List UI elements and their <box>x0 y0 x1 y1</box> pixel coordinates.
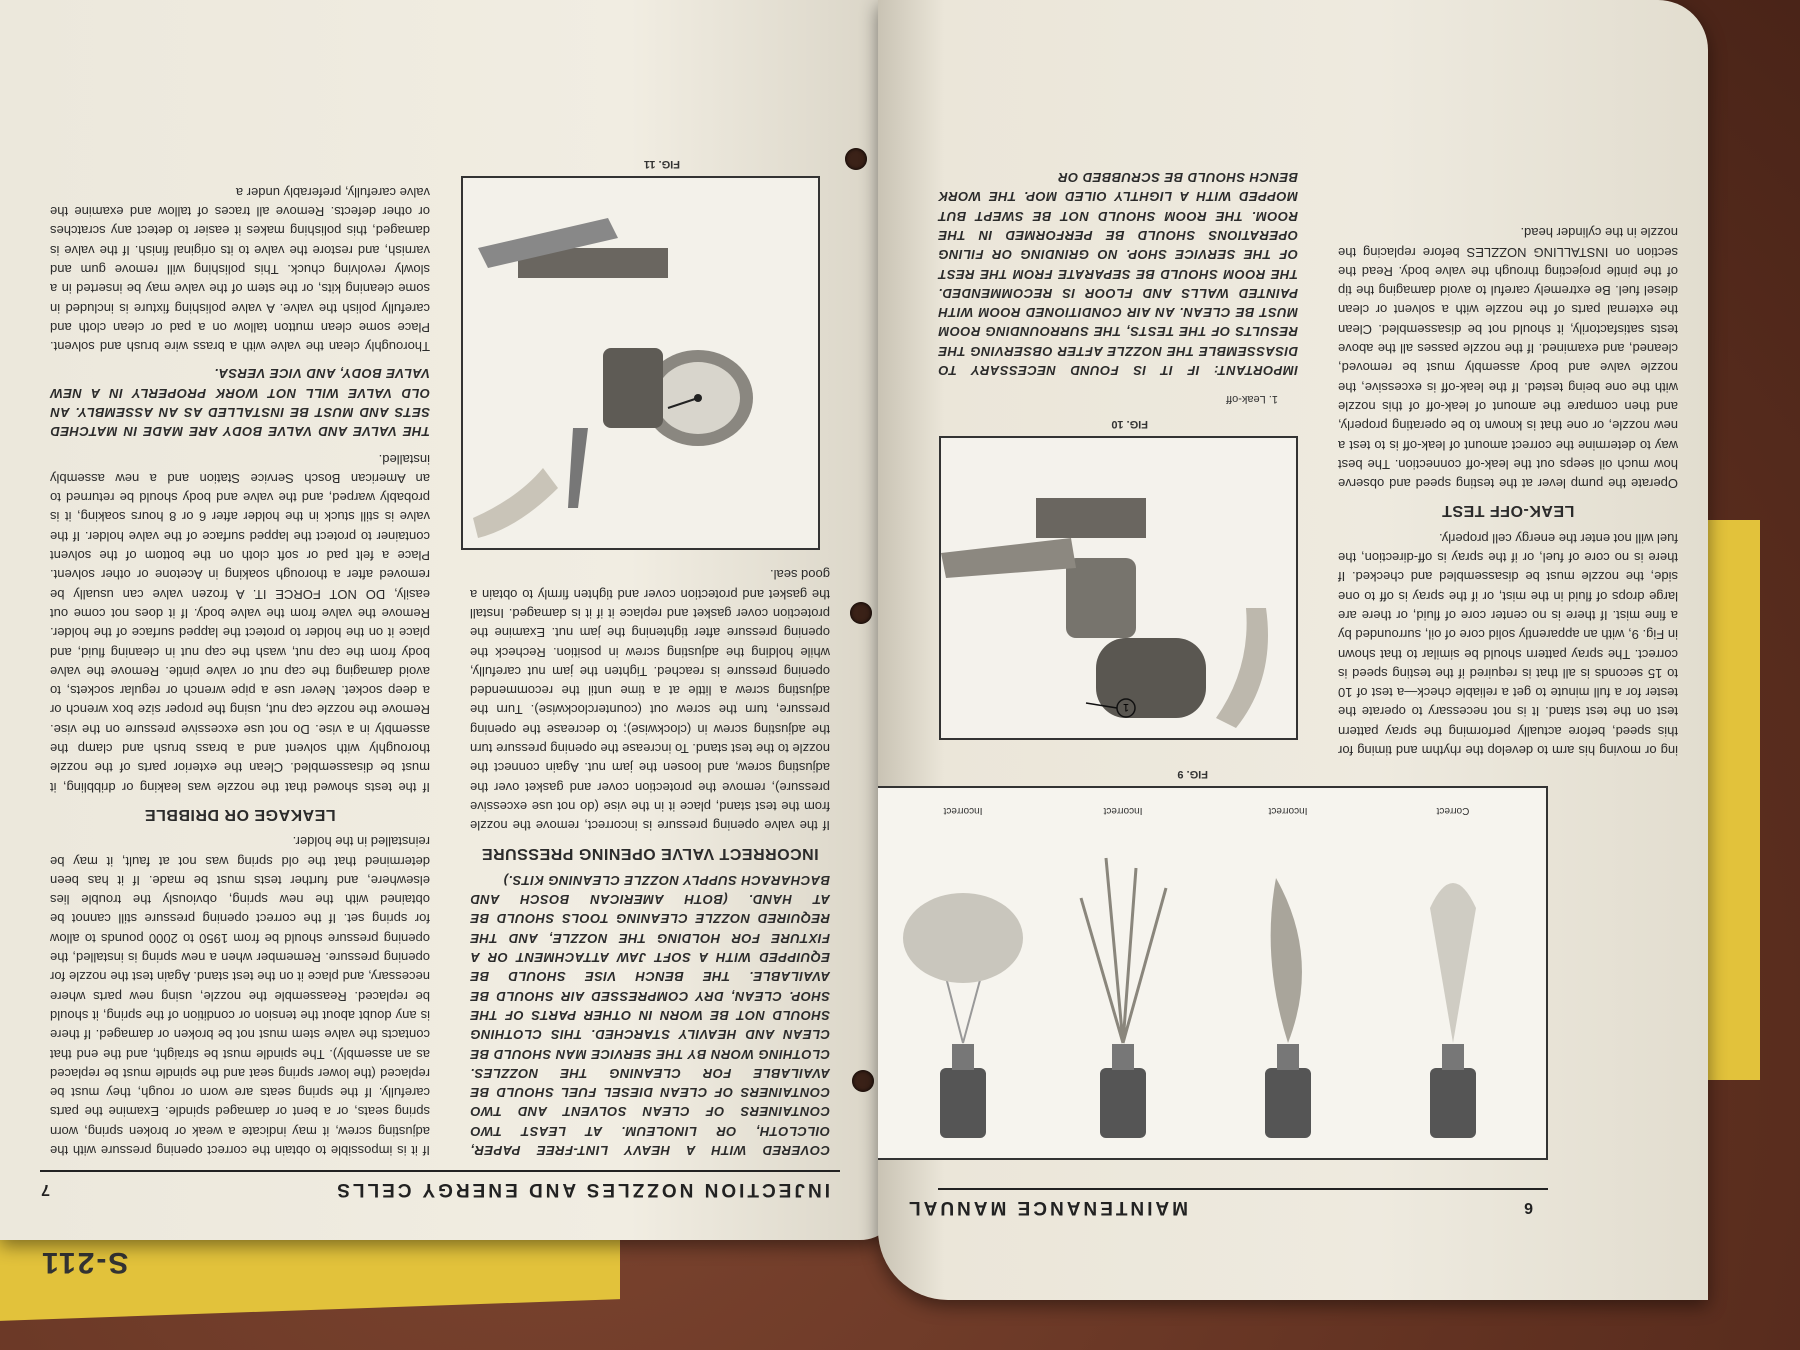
right-column-text <box>1338 223 1678 760</box>
left-running-head: INJECTION NOZZLES AND ENERGY CELLS <box>334 1179 830 1200</box>
fig-11-photo <box>461 176 820 550</box>
fig-11-caption: FIG. 11 <box>643 158 680 170</box>
left-col-a-caps: COVERED WITH A HEAVY LINT-FREE PAPER, OILCLOTH, OR LINOLEUM. AT LEAST TWO CONTAINERS OF CLEAN SOLVENT AND TWO CONTAINERS OF CLEAN DIESEL FUEL SHOULD BE AVAILABLE FOR CLEANING THE NOZZLES. CLOTHING WORN BY THE SERVICE MAN SHOULD BE CLEAN AND HEAVILY STARCHED. THIS CLOTHING SHOULD NOT BE WORN IN OTHER PARTS OF THE SHOP. CLEAN, DRY COMPRESSED AIR SHOULD BE AVAILABLE. THE BENCH VISE SHOULD BE EQUIPPED WITH A SOFT JAW ATTACHMENT OR A FIXTURE FOR HOLDING THE NOZZLE, AND THE REQUIRED NOZZLE CLEANING TOOLS SHOULD BE AT HAND. (BOTH AMERICAN BOSCH AND BACHARACH SUPPLY NOZZLE CLEANING KITS.) <box>470 872 830 1158</box>
left-page <box>0 0 900 1240</box>
left-column-b <box>50 182 430 1160</box>
yellow-cover-right <box>1700 520 1760 1080</box>
binder-hole-middle <box>850 602 872 624</box>
cover-label: S-211 <box>40 1246 129 1279</box>
right-page-content <box>878 0 1708 1300</box>
fig-10-photo <box>939 436 1298 740</box>
leak-off-illustration <box>941 438 1296 738</box>
fig-9-spray-patterns <box>878 786 1548 1160</box>
fig-10-legend: 1. Leak-off <box>1226 393 1278 405</box>
spray-label-2: Incorrect <box>1268 805 1308 816</box>
fig-9-caption: FIG. 9 <box>1177 768 1208 780</box>
spray-label-3: Correct <box>1436 805 1470 816</box>
left-col-b-body: If the tests showed that the nozzle was leaking or dribbling, it must be disassembled. Clean the exterior parts of the nozzle thoroughly with solvent and a brass brush and clamp the assembly in a vise. Do not use excessive pressure on the vise. Remove the nozzle cap nut, using the proper size box wrench or a deep socket. Never use a pipe wrench or regular sockets, to avoid damaging the cap nut or valve pintle. Remove the valve body from the cap nut, wash the cap nut in cleaning fluid, and place it on the holder to protect the lapped surface of the holder. Remove the valve from the valve body. If it does not come out easily, DO NOT FORCE IT. A frozen valve can usually be removed after a thorough soaking in Acetone or other solvent. Place a felt pad or soft cloth on the bottom of the solvent container to protect the lapped surface of the valve holder. If the valve is still stuck in the holder after 6 or 8 hours soaking, it is probably warped, and the valve and body should be returned to an American Bosch Service Station and a new assembly installed. <box>50 451 430 795</box>
left-column-a <box>470 565 830 1160</box>
right-page <box>878 0 1708 1300</box>
binder-hole-top <box>845 148 867 170</box>
fig-10-callout: 1 <box>1122 701 1130 713</box>
right-running-head: MAINTENANCE MANUAL <box>906 1197 1188 1218</box>
right-col-text-bottom: Operate the pump lever at the testing speed and observe how much oil seeps out the leak-off connection. The best way to determine the correct amount of leak-off is to test a new nozzle, or one that is known to be operating properly, and then compare the amount of leak-off of this nozzle with the one being tested. If the leak-off is excessive, the nozzle valve and body assembly must be removed, cleaned, and examined. If the nozzle passes all the above tests satisfactorily, it should not be disassembled. Clean the external parts of the nozzle with a solvent or clean diesel fuel. Be extremely careful to avoid damaging the tip of the pintle projecting through the valve body. Read the section on INSTALLING NOZZLES before replacing the nozzle in the cylinder head. <box>1338 225 1678 492</box>
nozzle-tester-illustration <box>463 178 818 548</box>
left-page-number: 7 <box>41 1181 50 1198</box>
left-header-rule <box>40 1170 840 1172</box>
spray-label-0: Incorrect <box>943 805 983 816</box>
spray-pattern-illustration <box>878 788 1546 1158</box>
right-column-caps <box>938 168 1298 380</box>
fig-10-caption: FIG. 10 <box>1111 418 1148 430</box>
left-page-content <box>0 0 900 1240</box>
right-col-heading: LEAK-OFF TEST <box>1441 502 1575 520</box>
left-col-b-heading: LEAKAGE OR DRIBBLE <box>144 805 336 823</box>
right-page-number: 6 <box>1524 1199 1533 1216</box>
binder-hole-bottom <box>852 1070 874 1092</box>
right-col-caps-text: IMPORTANT: IF IT IS FOUND NECESSARY TO DISASSEMBLE THE NOZZLE AFTER OBSERVING THE RESULTS OF THE TESTS, THE SURROUNDING ROOM MUST BE CLEAN. AN AIR CONDITIONED ROOM WITH PAINTED WALLS AND FLOOR IS RECOMMENDED. THE ROOM SHOULD BE SEPARATE FROM THE REST OF THE SERVICE SHOP. NO GRINDING OR FILING OPERATIONS SHOULD BE PERFORMED IN THE ROOM. THE ROOM SHOULD NOT BE SWEPT BUT MOPPED WITH A LIGHTLY OILED MOP. THE WORK BENCH SHOULD BE SCRUBBED OR <box>938 170 1298 378</box>
spray-label-1: Incorrect <box>1103 805 1143 816</box>
left-col-a-body: If the valve opening pressure is incorrect, remove the nozzle from the test stand, place it in the vise (do not use excessive pressure), remove the protection cover and gasket over the adjusting screw, and loosen the jam nut. Again connect the nozzle to the test stand. To increase the opening pressure turn the adjusting screw in (clockwise); to decrease the opening pressure, turn the screw out (counterclockwise). Turn the adjusting screw a little at a time until the recommended opening pressure is reached. Tighten the jam nut carefully, while holding the adjusting screw in position. Recheck the opening pressure after tightening the jam nut. Examine the protection cover gasket and replace it if it is damaged. Install the gasket and protection cover and tighten firmly to obtain a good seal. <box>470 567 830 834</box>
left-col-b-top: If it is impossible to obtain the correct opening pressure with the adjusting screw, it may indicate a weak or broken spring, worn spring seats, or a bent or damaged spindle. Examine the parts carefully. If the spring seats are worn or rough, they must be replaced (the lower spring seat and the spindle must be replaced as an assembly). The spindle must be straight, and the end that contacts the valve stem must not be broken or damaged. If there is any doubt about the tension or condition of the spring, it should be replaced. Reassemble the nozzle, using new parts where necessary, and place it on the test stand. Again test the nozzle for opening pressure. Remember when a new spring is installed, the opening pressure should be from 1950 to 2000 pounds to allow for spring set. If the correct opening pressure still cannot be obtained with the new spring, obviously the trouble lies elsewhere, and further tests must be made. If it has been determined that the old spring was not at fault, it may be reinstalled in the holder. <box>50 834 430 1158</box>
left-col-b-end: Thoroughly clean the valve with a brass wire brush and solvent. Place some clean mutton tallow on a pad or clean cloth and carefully polish the valve. A valve polishing fixture is included in some cleaning kits, or the stem of the valve may be inserted in a slowly revolving chuck. This polishing will remove gum and varnish, and restore the valve to its original finish. If the valve is damaged, this polishing makes it easier to detect any scratches or other defects. Remove all traces of tallow and examine the valve carefully, preferably under a <box>50 184 430 355</box>
right-header-rule <box>938 1188 1548 1190</box>
right-col-text-top: ing or moving his arm to develop the rhythm and timing for this speed, before actually performing the spray pattern test on the test stand. It is not necessary to operate the tester for a full minute to get a reliable check—a test of 10 to 15 seconds is all that is required if the testing speed is correct. The spray pattern should be similar to that shown in Fig. 9, with an apparently solid core of oil, surrounded by a fine mist. If there is no center core of fluid, or there are large drops of fluid in the mist, or if the spray is off to one side, the nozzle must be disassembled and checked. If there is no core of fuel, or if the spray is off-direction, the fuel will not enter the energy cell properly. <box>1338 530 1678 758</box>
left-col-b-caps: THE VALVE AND VALVE BODY ARE MADE IN MATCHED SETS AND MUST BE INSTALLED AS AN ASSEMBLY. AN OLD VALVE WILL NOT WORK PROPERLY IN A NEW VALVE BODY, AND VICE VERSA. <box>50 366 430 440</box>
left-col-a-heading: INCORRECT VALVE OPENING PRESSURE <box>481 844 819 862</box>
